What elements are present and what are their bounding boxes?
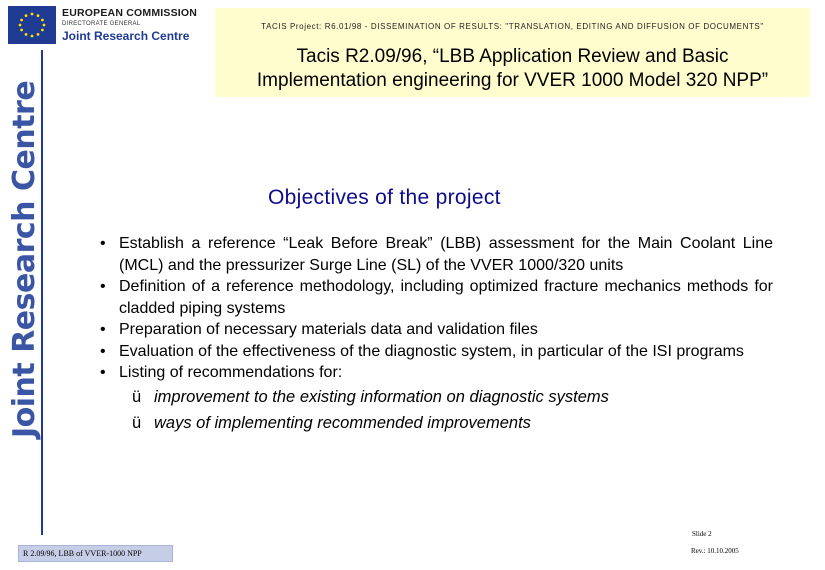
bullet-icon: •	[100, 342, 106, 360]
list-item	[100, 319, 773, 341]
logo-directorate: DIRECTORATE GENERAL	[62, 21, 141, 27]
bullet-icon: •	[100, 278, 106, 295]
sub-list-item-text: ways of implementing recommended improvements	[154, 413, 531, 432]
eu-flag-icon	[8, 6, 56, 44]
checkmark-icon: ü	[132, 387, 142, 406]
project-line: TACIS Project: R6.01/98 - DISSEMINATION OF RESULTS: "TRANSLATION, EDITING AND DIFFUSION OF DOCUMENTS"	[261, 22, 764, 31]
list-item-text: Preparation of necessary materials data and validation files	[119, 321, 538, 338]
slide-title-line-2: Implementation engineering for VVER 1000 Model 320 NPP”	[256, 70, 769, 91]
list-item	[100, 362, 773, 384]
bullet-icon: •	[100, 321, 106, 338]
sidebar-vertical-title: Joint Research Centre	[7, 80, 42, 438]
list-item-text: Listing of recommendations for:	[119, 364, 343, 381]
footer-doc-ref: R 2.09/96, LBB of VVER-1000 NPP	[18, 545, 173, 562]
checkmark-icon: ü	[132, 413, 142, 432]
slide-title	[215, 45, 810, 93]
section-subtitle: Objectives of the project	[268, 186, 501, 209]
sub-list-item-text: improvement to the existing information on diagnostic systems	[154, 387, 609, 406]
objectives-list	[100, 233, 773, 436]
list-item	[100, 341, 773, 363]
list-item-text: Evaluation of the effectiveness of the diagnostic system, in particular of the ISI programs	[119, 342, 744, 360]
list-item	[100, 276, 773, 319]
logo-centre-name: Joint Research Centre	[62, 29, 190, 43]
list-item-text: Definition of a reference methodology, including optimized fracture mechanics methods for cladded piping systems	[119, 278, 773, 317]
logo-org-name: EUROPEAN COMMISSION	[62, 7, 198, 19]
slide-title-line-1: Tacis R2.09/96, “LBB Application Review and Basic	[296, 46, 729, 67]
bullet-icon: •	[100, 364, 106, 381]
revision-date: Rev.: 10.10.2005	[691, 547, 739, 555]
jrc-logo	[8, 6, 208, 44]
list-item-text: Establish a reference “Leak Before Break” (LBB) assessment for the Main Coolant Line (MCL) and the pressurizer Surge Line (SL) of the VVER 1000/320 units	[119, 235, 773, 274]
slide-number: Slide 2	[692, 530, 712, 538]
list-item	[100, 233, 773, 276]
sub-list-item	[100, 384, 773, 410]
sub-list-item	[100, 410, 773, 436]
bullet-icon: •	[100, 235, 106, 252]
header-banner	[215, 8, 810, 97]
